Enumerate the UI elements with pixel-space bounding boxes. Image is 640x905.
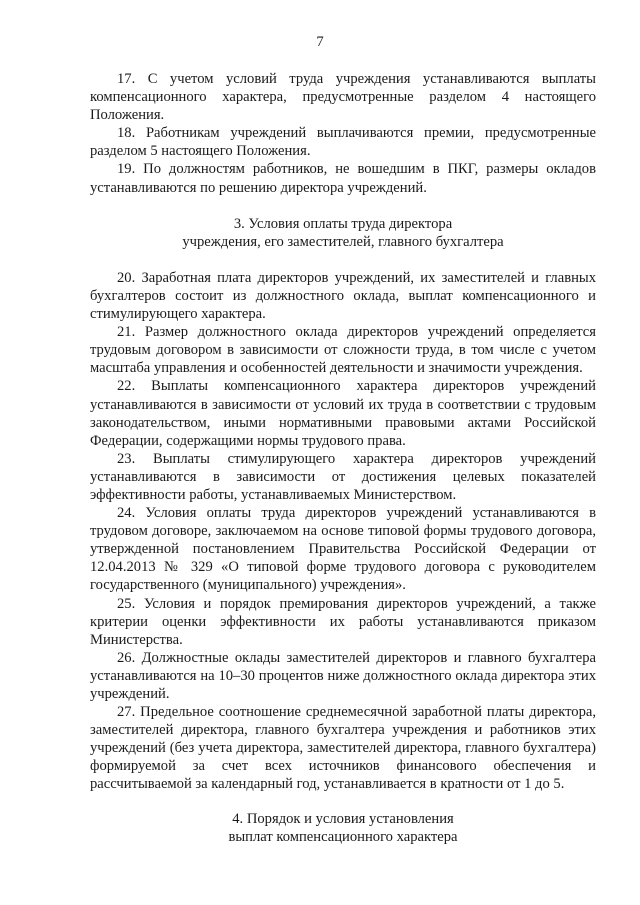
paragraph-17: 17. С учетом условий труда учреждения устанавливаются выплаты компенсационного характера, предусмотренные разделом 4 настоящего Положения. bbox=[90, 71, 596, 124]
paragraph-23: 23. Выплаты стимулирующего характера директоров учреждений устанавливаются в зависимости от достижения целевых показателей эффективности работы, устанавливаемых Министерством. bbox=[90, 450, 596, 503]
section-4-heading-line-1: 4. Порядок и условия установления bbox=[232, 810, 454, 827]
section-3-heading-line-2: учреждения, его заместителей, главного бухгалтера bbox=[182, 233, 504, 250]
paragraph-22: 22. Выплаты компенсационного характера директоров учреждений устанавливаются в зависимости от условий их труда в соответствии с трудовым законодательством, иными нормативными правовыми актами Российской Федерации, содержащими нормы трудового права. bbox=[90, 378, 596, 449]
paragraph-21: 21. Размер должностного оклада директоров учреждений определяется трудовым договором в зависимости от сложности труда, в том числе с учетом масштаба управления и особенностей деятельности и значимости учреждения. bbox=[90, 324, 596, 377]
spacer bbox=[90, 197, 596, 215]
section-3-heading-line-1: 3. Условия оплаты труда директора bbox=[233, 215, 453, 232]
paragraph-19: 19. По должностям работников, не вошедшим в ПКГ, размеры окладов устанавливаются по решению директора учреждений. bbox=[90, 161, 596, 196]
document-body bbox=[90, 70, 596, 846]
paragraph-25: 25. Условия и порядок премирования директоров учреждений, а также критерии оценки эффективности их работы устанавливаются приказом Министерства. bbox=[90, 595, 596, 648]
paragraph-24: 24. Условия оплаты труда директоров учреждений устанавливаются в трудовом договоре, заключаемом на основе типовой формы трудового договора, утвержденной постановлением Правительства Российской Федерации от 12.04.2013 № 329 «О типовой форме трудового договора с руководителем государственного (муниципального) учреждения». bbox=[90, 505, 596, 594]
paragraph-27: 27. Предельное соотношение среднемесячной заработной платы директора, заместителей директора, главного бухгалтера учреждения и работников этих учреждений (без учета директора, заместителей директора, главного бухгалтера) формируемой за счет всех источников финансового обеспечения и рассчитываемой за календарный год, устанавливается в кратности от 1 до 5. bbox=[90, 704, 596, 793]
paragraph-20: 20. Заработная плата директоров учреждений, их заместителей и главных бухгалтеров состоит из должностного оклада, выплат компенсационного и стимулирующего характера. bbox=[90, 269, 596, 323]
paragraph-18: 18. Работникам учреждений выплачиваются премии, предусмотренные разделом 5 настоящего Положения. bbox=[90, 125, 596, 160]
page-number: 7 bbox=[316, 34, 324, 50]
spacer bbox=[90, 794, 596, 810]
paragraph-26: 26. Должностные оклады заместителей директоров и главного бухгалтера устанавливаются на 10–30 процентов ниже должностного оклада директора этих учреждений. bbox=[90, 649, 596, 702]
spacer bbox=[90, 251, 596, 269]
section-4-heading-line-2: выплат компенсационного характера bbox=[228, 828, 458, 845]
